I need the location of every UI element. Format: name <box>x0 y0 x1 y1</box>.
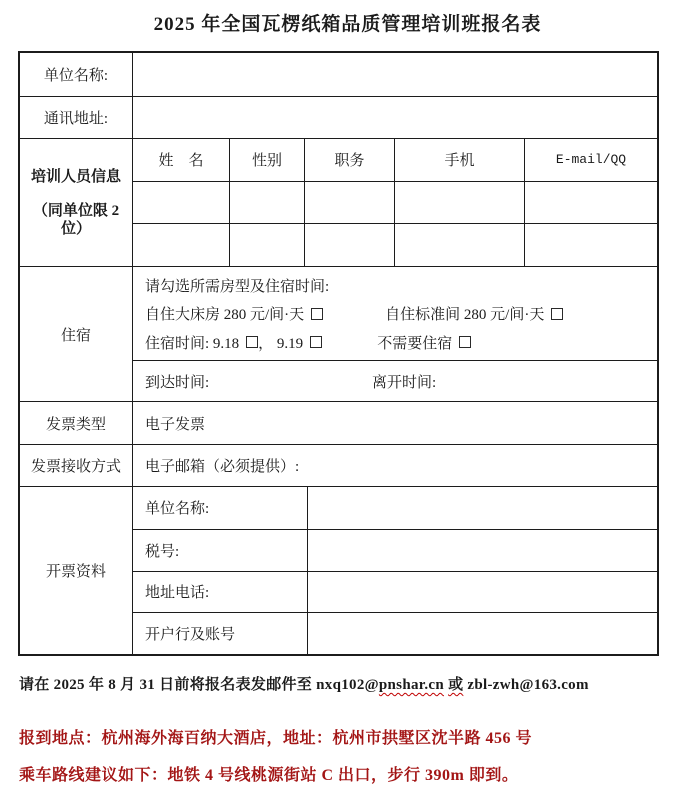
unit-name-label: 单位名称: <box>20 53 133 96</box>
lodging-instruction: 请勾选所需房型及住宿时间: <box>145 278 330 295</box>
billing-address-phone-label: 地址电话: <box>133 572 308 613</box>
venue-notice <box>19 720 695 794</box>
footer-note <box>19 673 695 694</box>
room-options-line <box>145 303 657 324</box>
email-input-2[interactable] <box>525 224 657 266</box>
row-lodging <box>20 266 657 401</box>
invoice-type-value: 电子发票 <box>145 416 206 433</box>
personnel-label <box>20 139 133 266</box>
billing-unit-name-label: 单位名称: <box>133 487 308 529</box>
mobile-input-2[interactable] <box>395 224 525 266</box>
notice-line-1: 报到地点：杭州海外海百纳大酒店，地址：杭州市拱墅区沈半路 456 号 <box>19 730 533 747</box>
lodging-content <box>133 267 657 401</box>
footer-text: 请在 2025 年 8 月 31 日前将报名表发邮件至 nxq102@ <box>19 677 379 693</box>
room1-checkbox-icon[interactable] <box>311 308 323 320</box>
row-personnel <box>20 138 657 266</box>
billing-row-bank-account <box>133 612 657 654</box>
gender-input-1[interactable] <box>230 182 305 224</box>
email-input-1[interactable] <box>525 182 657 224</box>
page-title: 2025 年全国瓦楞纸箱品质管理培训班报名表 <box>153 14 542 35</box>
personnel-header-row <box>133 139 657 181</box>
billing-bank-account-input[interactable] <box>308 613 657 654</box>
row-unit-name <box>20 53 657 96</box>
billing-row-address-phone <box>133 571 657 613</box>
billing-row-taxid <box>133 529 657 571</box>
invoice-receive-input[interactable]: 电子邮箱（必须提供）: <box>145 459 300 475</box>
name-input-1[interactable] <box>133 182 230 224</box>
stay-date-2-label: ， 9.19 <box>258 335 304 352</box>
arrive-time-label: 到达时间: <box>145 374 210 391</box>
personnel-label-line1: 培训人员信息 <box>30 168 121 185</box>
billing-taxid-input[interactable] <box>308 530 657 571</box>
address-label: 通讯地址: <box>20 97 133 138</box>
billing-unit-name-input[interactable] <box>308 487 657 529</box>
personnel-table <box>133 139 657 266</box>
footer-email-1: pnshar.cn <box>378 677 444 693</box>
mobile-input-1[interactable] <box>395 182 525 224</box>
billing-row-unit <box>133 487 657 529</box>
lodging-label: 住宿 <box>20 267 133 401</box>
billing-address-phone-input[interactable] <box>308 572 657 613</box>
room2-checkbox-icon[interactable] <box>551 308 563 320</box>
registration-table <box>18 51 659 656</box>
billing-taxid-label: 税号: <box>133 530 308 571</box>
col-header-gender: 性别 <box>230 139 305 181</box>
billing-bank-account-label: 开户行及账号 <box>133 613 308 654</box>
address-input[interactable] <box>133 97 657 138</box>
depart-time-label: 离开时间: <box>372 374 437 391</box>
no-lodging-checkbox-icon[interactable] <box>459 336 471 348</box>
stay-date-1-label: 住宿时间: 9.18 <box>145 335 240 352</box>
gender-input-2[interactable] <box>230 224 305 266</box>
title-input-2[interactable] <box>305 224 395 266</box>
room-option-1-label: 自住大床房 280 元/间·天 <box>145 307 305 323</box>
row-address <box>20 96 657 138</box>
no-lodging-label: 不需要住宿 <box>377 335 453 352</box>
row-invoice-type <box>20 401 657 444</box>
col-header-name: 姓 名 <box>133 139 230 181</box>
notice-line-2: 乘车路线建议如下：地铁 4 号线桃源街站 C 出口，步行 390m 即到。 <box>19 767 519 784</box>
footer-or: 或 <box>448 677 464 693</box>
personnel-label-line2: （同单位限 2 位） <box>32 202 120 237</box>
room-option-2-label: 自住标准间 280 元/间·天 <box>385 307 545 323</box>
col-header-title: 职务 <box>305 139 395 181</box>
col-header-email-qq: E-mail/QQ <box>555 152 627 168</box>
footer-email-2: zbl-zwh@163.com <box>463 677 589 693</box>
row-invoice-receive <box>20 444 657 486</box>
arrive-depart-row <box>133 361 657 401</box>
billing-label: 开票资料 <box>20 487 133 654</box>
personnel-row-2 <box>133 223 657 266</box>
date-919-checkbox-icon[interactable] <box>310 336 322 348</box>
title-input-1[interactable] <box>305 182 395 224</box>
stay-dates-line <box>145 332 657 353</box>
lodging-options <box>133 267 657 361</box>
row-billing <box>20 486 657 654</box>
personnel-row-1 <box>133 181 657 224</box>
invoice-type-label: 发票类型 <box>20 402 133 444</box>
date-918-checkbox-icon[interactable] <box>246 336 258 348</box>
name-input-2[interactable] <box>133 224 230 266</box>
billing-table <box>133 487 657 654</box>
invoice-receive-label: 发票接收方式 <box>20 445 133 486</box>
unit-name-input[interactable] <box>133 53 657 96</box>
col-header-mobile: 手机 <box>395 139 525 181</box>
